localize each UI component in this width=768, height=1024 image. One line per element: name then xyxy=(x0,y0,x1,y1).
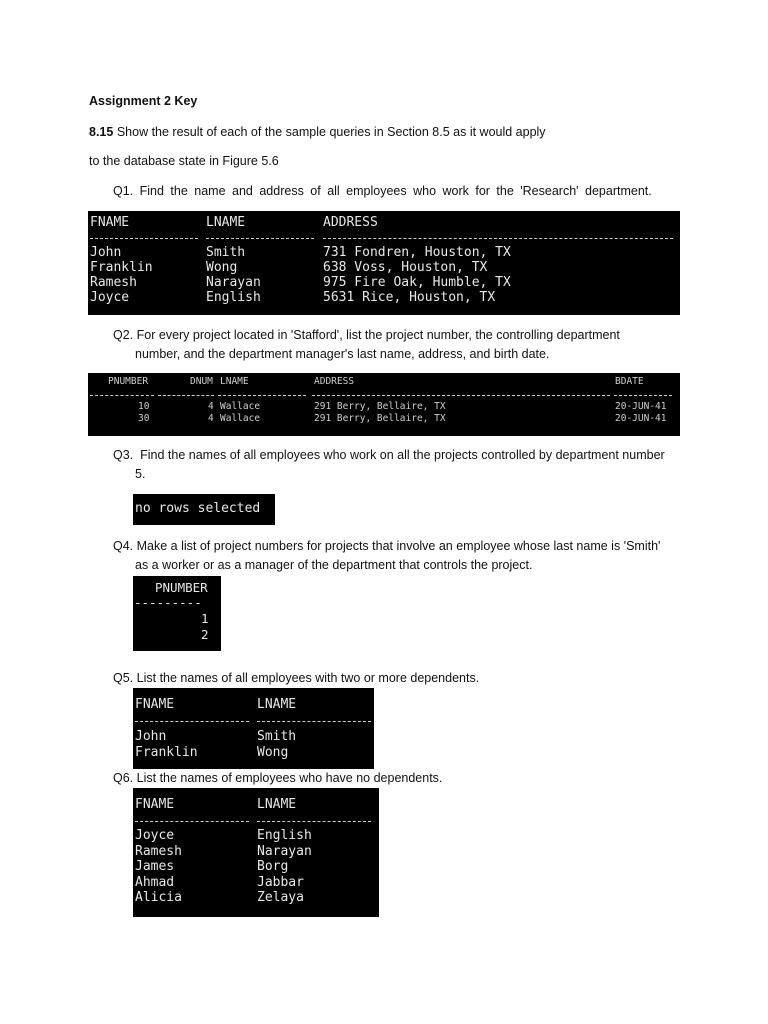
q1-cell: English xyxy=(206,290,261,305)
q2-cell: 4 xyxy=(208,401,214,412)
q2-cell: 20-JUN-41 xyxy=(615,401,667,412)
q2-cell: Wallace xyxy=(220,401,261,412)
q2-separator xyxy=(158,395,214,396)
q6-cell: Ramesh xyxy=(135,844,182,859)
q4-question-continued: as a worker or as a manager of the department that controls the project. xyxy=(135,558,533,572)
q6-cell: Joyce xyxy=(135,828,175,843)
q5-cell: Franklin xyxy=(135,745,198,760)
q6-cell: James xyxy=(135,859,175,874)
q1-result-table xyxy=(88,211,680,315)
q2-question-continued: number, and the department manager's last name, address, and birth date. xyxy=(135,347,550,361)
q3-question xyxy=(113,446,665,464)
q2-header-dnum: DNUM xyxy=(190,376,213,387)
q2-question xyxy=(113,326,620,344)
q4-label: Q4. xyxy=(113,539,134,553)
q2-cell: Wallace xyxy=(220,413,261,424)
q6-separator xyxy=(257,821,371,822)
q1-cell: 731 Fondren, Houston, TX xyxy=(323,245,511,260)
q3-question-continued: 5. xyxy=(135,467,146,481)
q5-cell: John xyxy=(135,729,167,744)
q6-text: List the names of employees who have no dependents. xyxy=(136,771,443,785)
q2-separator xyxy=(218,395,306,396)
q4-cell: 2 xyxy=(201,627,209,642)
q1-question xyxy=(113,182,652,200)
q1-cell: 638 Voss, Houston, TX xyxy=(323,260,488,275)
q3-text: Find the names of all employees who work on all the projects controlled by department number xyxy=(140,448,665,462)
q3-result: no rows selected xyxy=(135,501,261,516)
q2-cell: 20-JUN-41 xyxy=(615,413,667,424)
q1-cell: Joyce xyxy=(90,290,130,305)
q5-text: List the names of all employees with two or more dependents. xyxy=(136,671,480,685)
q6-cell: Zelaya xyxy=(257,890,304,905)
q1-text: Find the name and address of all employees who work for the 'Research' department. xyxy=(139,184,652,198)
q1-label: Q1. xyxy=(113,184,134,198)
q6-result-table xyxy=(133,788,379,917)
q6-label: Q6. xyxy=(113,771,134,785)
q1-header-address: ADDRESS xyxy=(323,215,378,230)
q2-cell: 291 Berry, Bellaire, TX xyxy=(314,401,446,412)
q2-cell: 10 xyxy=(138,401,150,412)
problem-number: 8.15 xyxy=(89,125,114,139)
q4-separator: --------- xyxy=(134,595,202,610)
q4-header-pnumber: PNUMBER xyxy=(155,580,208,595)
q1-cell: John xyxy=(90,245,122,260)
q2-header-lname: LNAME xyxy=(220,376,249,387)
q4-text: Make a list of project numbers for projects that involve an employee whose last name is 'Smith' xyxy=(136,539,661,553)
q5-question xyxy=(113,669,479,687)
q2-separator xyxy=(614,395,672,396)
q2-result-table xyxy=(88,373,680,436)
q1-cell: 975 Fire Oak, Humble, TX xyxy=(323,275,511,290)
q3-result-box xyxy=(133,494,275,525)
problem-text: Show the result of each of the sample queries in Section 8.5 as it would apply xyxy=(116,125,546,139)
q1-cell: Wong xyxy=(206,260,238,275)
q6-header-fname: FNAME xyxy=(135,797,175,812)
q2-label: Q2. xyxy=(113,328,134,342)
q6-cell: Alicia xyxy=(135,890,182,905)
q1-cell: Franklin xyxy=(90,260,153,275)
q4-question xyxy=(113,537,660,555)
q1-cell: 5631 Rice, Houston, TX xyxy=(323,290,496,305)
q2-header-address: ADDRESS xyxy=(314,376,355,387)
q6-cell: Jabbar xyxy=(257,875,304,890)
q1-cell: Narayan xyxy=(206,275,261,290)
q3-label: Q3. xyxy=(113,448,134,462)
q5-header-fname: FNAME xyxy=(135,697,175,712)
q5-header-lname: LNAME xyxy=(257,697,297,712)
q5-cell: Wong xyxy=(257,745,289,760)
q2-cell: 30 xyxy=(138,413,150,424)
q5-label: Q5. xyxy=(113,671,134,685)
q5-result-table xyxy=(133,688,374,769)
q2-header-pnumber: PNUMBER xyxy=(108,376,149,387)
q4-result-table xyxy=(133,576,221,651)
q2-header-bdate: BDATE xyxy=(615,376,644,387)
q4-cell: 1 xyxy=(201,611,209,626)
q2-cell: 4 xyxy=(208,413,214,424)
q5-separator xyxy=(257,721,371,722)
q6-header-lname: LNAME xyxy=(257,797,297,812)
q6-cell: Ahmad xyxy=(135,875,175,890)
q1-cell: Smith xyxy=(206,245,246,260)
q2-separator xyxy=(312,395,610,396)
q1-separator xyxy=(323,238,673,239)
q2-cell: 291 Berry, Bellaire, TX xyxy=(314,413,446,424)
problem-statement xyxy=(89,123,546,141)
q5-separator xyxy=(135,721,249,722)
q6-question xyxy=(113,769,442,787)
q1-header-fname: FNAME xyxy=(90,215,130,230)
q1-cell: Ramesh xyxy=(90,275,137,290)
q1-header-lname: LNAME xyxy=(206,215,246,230)
q1-separator xyxy=(206,238,314,239)
q6-separator xyxy=(135,821,249,822)
problem-text-continued: to the database state in Figure 5.6 xyxy=(89,154,279,168)
q6-cell: Borg xyxy=(257,859,289,874)
q1-separator xyxy=(90,238,198,239)
q2-separator xyxy=(90,395,154,396)
q5-cell: Smith xyxy=(257,729,297,744)
page-title: Assignment 2 Key xyxy=(89,94,198,108)
q6-cell: English xyxy=(257,828,312,843)
q6-cell: Narayan xyxy=(257,844,312,859)
q2-text: For every project located in 'Stafford', list the project number, the controlling department xyxy=(136,328,620,342)
